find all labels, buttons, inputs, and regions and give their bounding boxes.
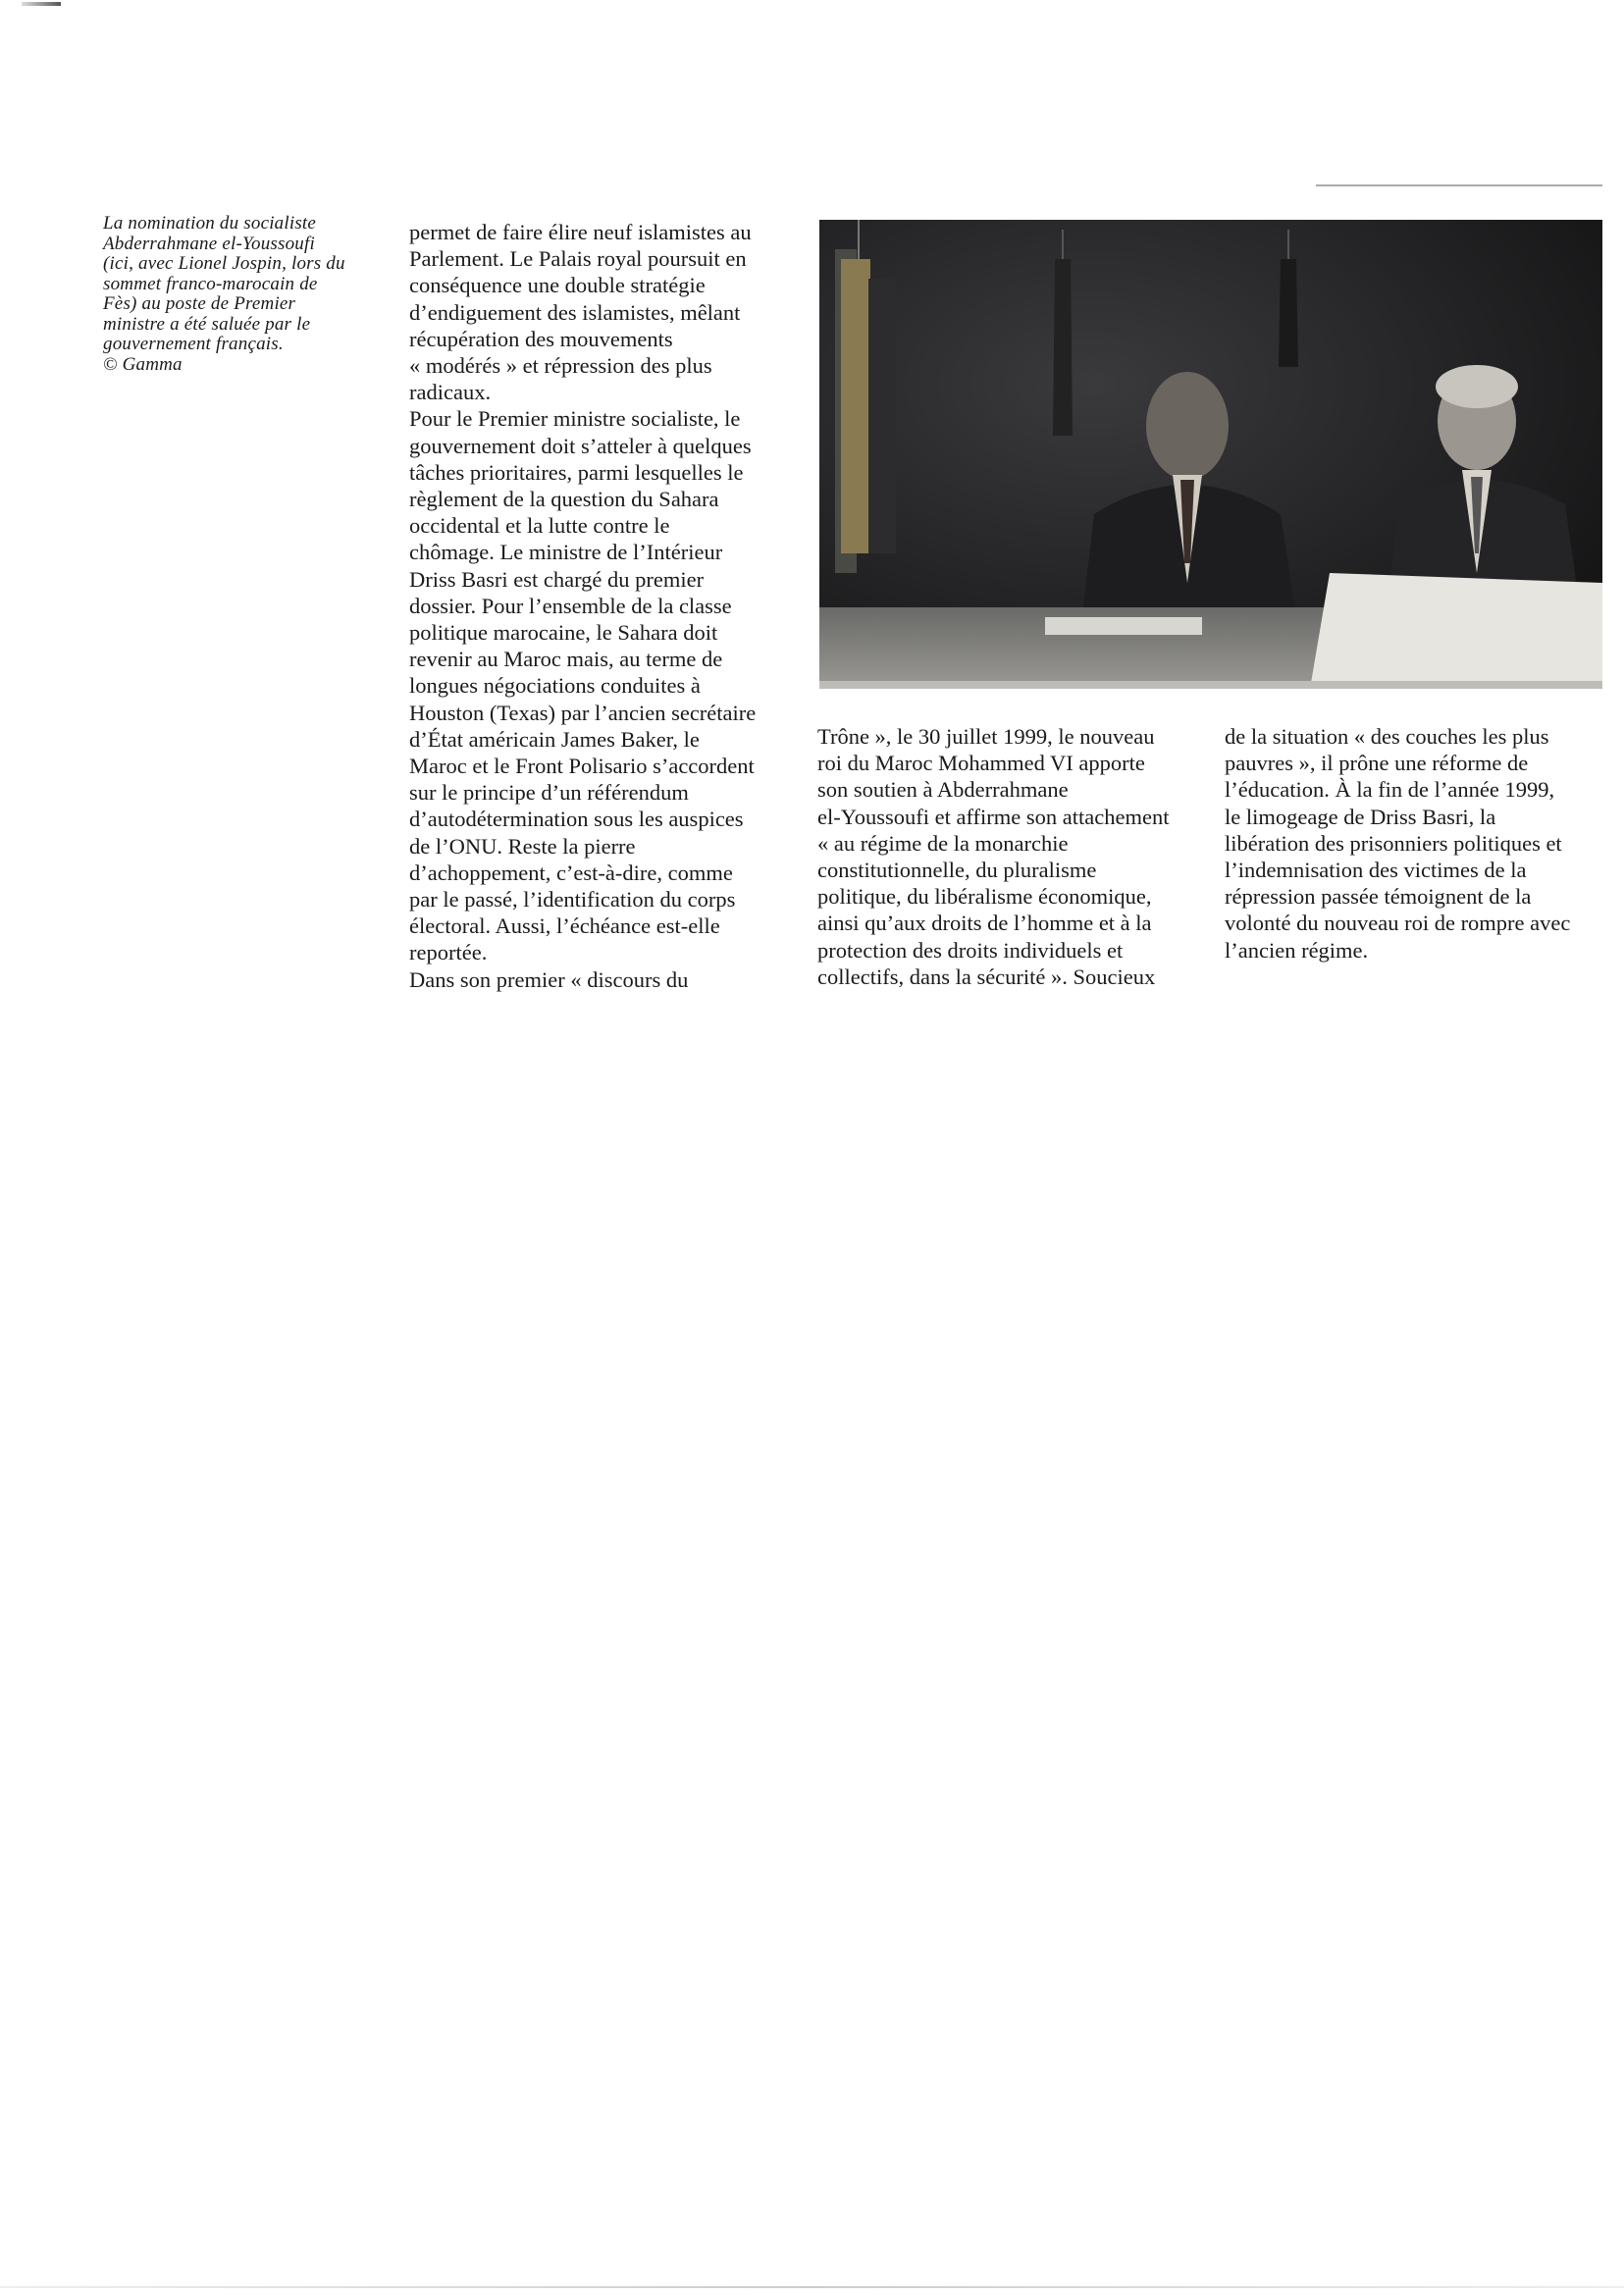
caption-line: gouvernement français.: [103, 334, 284, 354]
text-line: d’achoppement, c’est-à-dire, comme: [409, 860, 733, 885]
text-line: de la situation « des couches les plus: [1225, 724, 1549, 749]
header-rule: [1316, 184, 1602, 186]
text-line: collectifs, dans la sécurité ». Soucieux: [817, 964, 1156, 989]
text-line: occidental et la lutte contre le: [409, 513, 670, 539]
text-line: Pour le Premier ministre socialiste, le: [409, 406, 741, 432]
text-line: constitutionnelle, du pluralisme: [817, 858, 1097, 883]
text-line: règlement de la question du Sahara: [409, 487, 719, 512]
text-line: d’autodétermination sous les auspices: [409, 807, 744, 832]
text-line: par le passé, l’identification du corps: [409, 887, 736, 913]
text-column-1: [409, 219, 802, 993]
text-line: revenir au Maroc mais, au terme de: [409, 647, 723, 672]
text-line: Parlement. Le Palais royal poursuit en: [409, 246, 747, 272]
caption-line: ministre a été saluée par le: [103, 313, 311, 335]
text-line: son soutien à Abderrahmane: [817, 777, 1069, 803]
text-line: Driss Basri est chargé du premier: [409, 566, 705, 592]
text-line: l’indemnisation des victimes de la: [1225, 858, 1527, 883]
caption-credit: © Gamma: [103, 353, 183, 375]
text-line: longues négociations conduites à: [409, 673, 701, 699]
text-line: libération des prisonniers politiques et: [1225, 830, 1562, 856]
text-line: tâches prioritaires, parmi lesquelles le: [409, 459, 744, 485]
text-line: le limogeage de Driss Basri, la: [1225, 804, 1496, 829]
text-line: ainsi qu’aux droits de l’homme et à la: [817, 911, 1152, 936]
text-line: reportée.: [409, 940, 488, 965]
text-line: el-Youssoufi et affirme son attachement: [817, 804, 1170, 829]
text-line: électoral. Aussi, l’échéance est-elle: [409, 913, 720, 939]
text-line: permet de faire élire neuf islamistes au: [409, 220, 752, 244]
text-line: « au régime de la monarchie: [817, 830, 1069, 856]
text-line: volonté du nouveau roi de rompre avec: [1225, 911, 1571, 936]
text-line: chômage. Le ministre de l’Intérieur: [409, 540, 723, 565]
text-line: Trône », le 30 juillet 1999, le nouveau: [817, 724, 1155, 749]
text-line: d’endiguement des islamistes, mêlant: [409, 299, 741, 325]
text-column-3: [1225, 723, 1607, 964]
text-column-2: [817, 723, 1210, 990]
caption-line: La nomination du socialiste: [103, 213, 317, 234]
text-line: sur le principe d’un référendum: [409, 780, 689, 806]
caption-line: (ici, avec Lionel Jospin, lors du: [103, 253, 345, 274]
text-line: politique marocaine, le Sahara doit: [409, 620, 718, 646]
text-line: Maroc et le Front Polisario s’accordent: [409, 754, 755, 779]
text-line: pauvres », il prône une réforme de: [1225, 751, 1529, 776]
text-line: répression passée témoignent de la: [1225, 884, 1532, 910]
caption-line: sommet franco-marocain de: [103, 273, 318, 294]
text-line: gouvernement doit s’atteler à quelques: [409, 433, 752, 458]
text-line: radicaux.: [409, 380, 492, 405]
photo-el-youssoufi-jospin: [819, 220, 1602, 689]
text-line: dossier. Pour l’ensemble de la classe: [409, 593, 732, 618]
footer-rule: [0, 2286, 1624, 2288]
caption-line: Fès) au poste de Premier: [103, 293, 296, 314]
text-line: conséquence une double stratégie: [409, 273, 706, 298]
text-line: Houston (Texas) par l’ancien secrétaire: [409, 700, 757, 725]
text-line: Dans son premier « discours du: [409, 966, 689, 992]
text-line: l’ancien régime.: [1225, 937, 1369, 963]
photo-caption: [103, 214, 397, 375]
caption-line: Abderrahmane el-Youssoufi: [103, 233, 315, 254]
text-line: roi du Maroc Mohammed VI apporte: [817, 751, 1145, 776]
text-line: récupération des mouvements: [409, 326, 673, 351]
scan-corner-mark: [22, 2, 61, 6]
text-line: d’État américain James Baker, le: [409, 726, 700, 752]
text-line: politique, du libéralisme économique,: [817, 884, 1152, 910]
text-line: de l’ONU. Reste la pierre: [409, 833, 636, 859]
text-line: « modérés » et répression des plus: [409, 353, 712, 379]
text-line: protection des droits individuels et: [817, 937, 1124, 963]
text-line: l’éducation. À la fin de l’année 1999,: [1225, 777, 1555, 803]
